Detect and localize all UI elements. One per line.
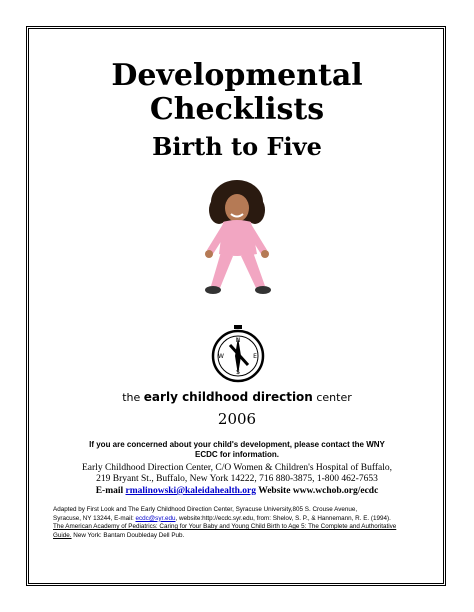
contact-notice xyxy=(44,440,430,460)
center-name-bold: early childhood direction xyxy=(143,390,313,404)
contact-line xyxy=(44,486,430,496)
svg-text:N: N xyxy=(235,337,241,344)
credits-text: New York: Bantam Doubleday Dell Pub. xyxy=(71,531,185,539)
address xyxy=(44,463,430,485)
svg-text:W: W xyxy=(218,353,224,360)
credits-text: , website:http://ecdc.syr.edu, from: Shelov, S. P., & Hannemann, R. E. (1994). xyxy=(175,514,391,522)
website-link[interactable]: www.wchob.org/ecdc xyxy=(292,486,379,496)
credits-line-2 xyxy=(53,515,423,524)
center-name-prefix: the xyxy=(122,391,141,404)
website-label: Website xyxy=(258,486,291,496)
compass-logo-icon xyxy=(208,323,268,383)
notice-line-2: ECDC for information. xyxy=(195,450,279,459)
year: 2006 xyxy=(217,410,257,428)
notice-line-1: If you are concerned about your child's development, please contact the WNY xyxy=(89,440,385,449)
email-link[interactable]: rmalinowski@kaleidahealth.org xyxy=(125,486,257,496)
child-photo xyxy=(193,178,283,296)
credits-email-link[interactable]: ecdc@syr.edu xyxy=(135,514,176,522)
face-shape xyxy=(225,194,249,222)
credits-line-1: Adapted by First Look and The Early Childhood Direction Center, Syracuse University,805 S. Crouse Avenue, xyxy=(53,506,358,513)
credits xyxy=(53,506,423,540)
title-line-2: Checklists xyxy=(149,92,325,127)
address-line-2: 219 Bryant St., Buffalo, New York 14222, 716 880-3875, 1-800 462-7653 xyxy=(96,474,378,484)
center-name xyxy=(0,390,474,404)
credits-line-4 xyxy=(53,532,423,541)
svg-text:E: E xyxy=(253,353,257,360)
credits-text: Guide. xyxy=(53,531,72,539)
center-name-suffix: center xyxy=(316,391,352,404)
svg-text:S: S xyxy=(236,369,240,376)
credits-line-3: The American Academy of Pediatrics: Caring for Your Baby and Young Child Birth to Age 5: The Complete and Authoritative xyxy=(53,523,397,531)
pants-shape xyxy=(211,252,233,288)
address-line-1: Early Childhood Direction Center, C/O Women & Children's Hospital of Buffalo, xyxy=(82,463,392,473)
credits-text: Syracuse, NY 13244, E-mail: xyxy=(53,514,136,522)
title-line-1: Developmental xyxy=(111,58,363,93)
title-line-3: Birth to Five xyxy=(152,132,322,161)
email-label: E-mail xyxy=(95,486,124,496)
